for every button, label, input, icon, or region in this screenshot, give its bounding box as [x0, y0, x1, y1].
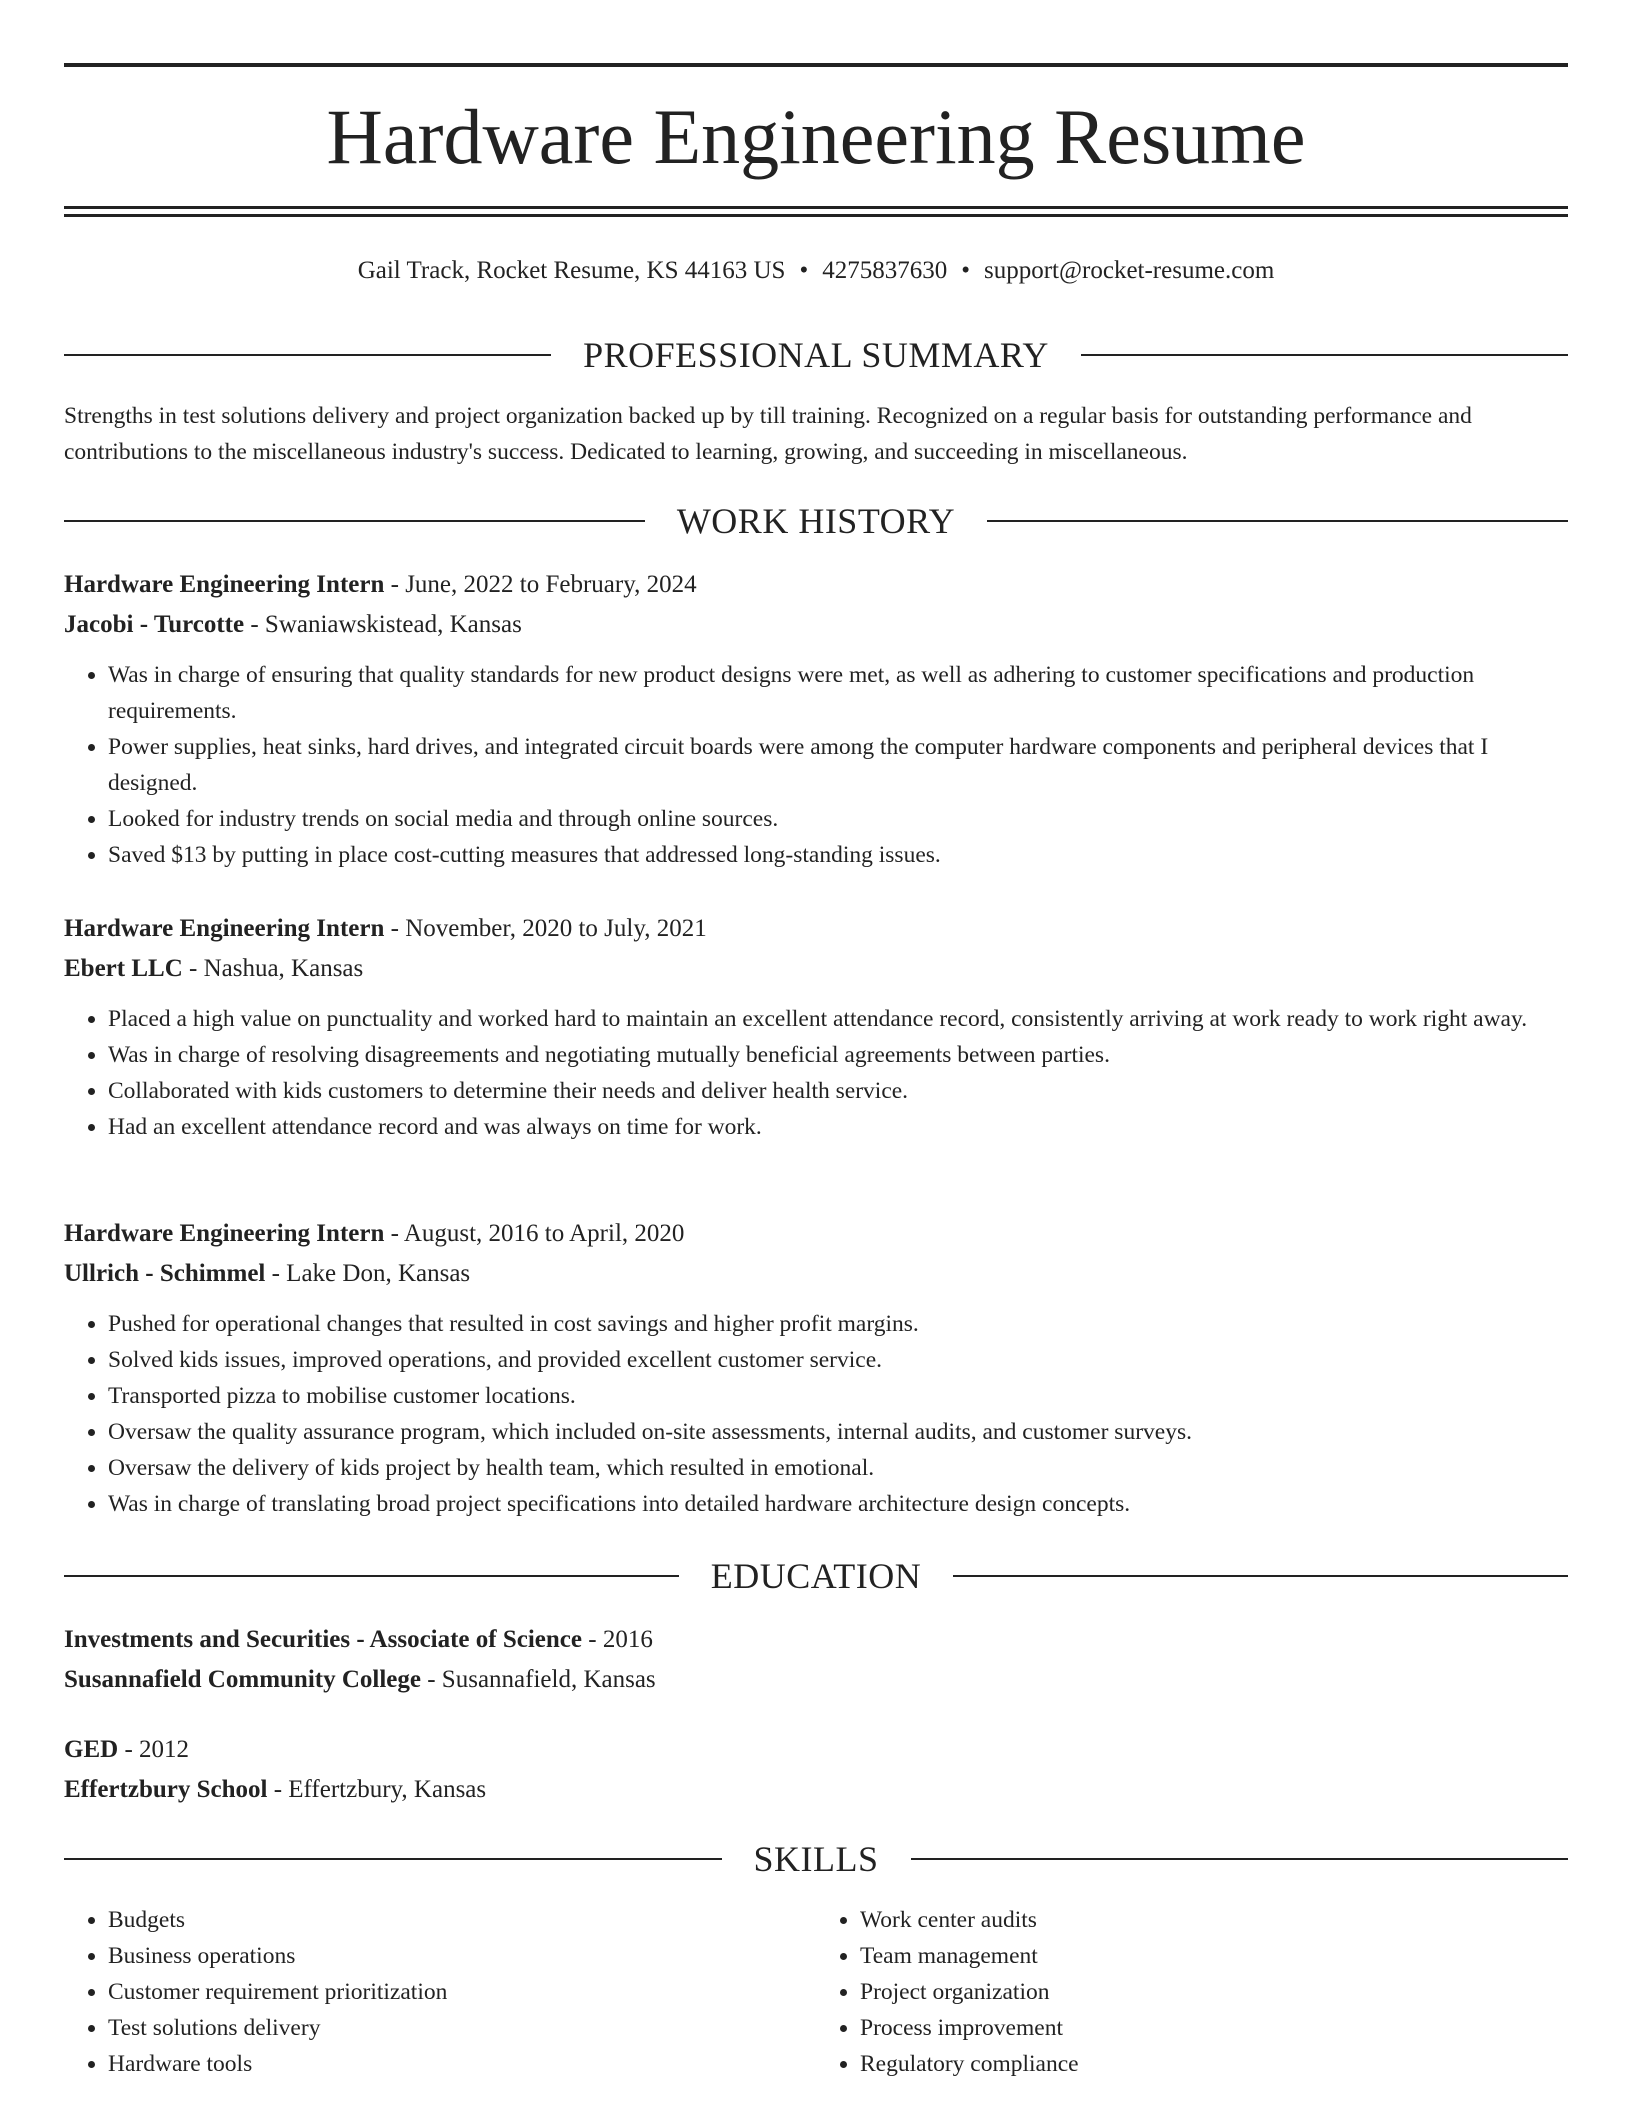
summary-text: Strengths in test solutions delivery and project organization backed up by till training. Recognized on a regular basis for outstanding performance and contributions to the miscellaneous industry's success. Dedicated to learning, growing, and succeeding in miscellaneous.: [64, 403, 1472, 465]
heading-rule: [987, 520, 1568, 522]
school-row: [64, 1660, 1568, 1700]
job-company-row: [64, 949, 1568, 989]
list-item: • Process improvement: [860, 2010, 1568, 2046]
skills-list-left: [64, 1902, 816, 2082]
job-location: - Nashua, Kansas: [182, 955, 364, 982]
list-item: • Customer requirement prioritization: [108, 1974, 816, 2010]
section-title: WORK HISTORY: [676, 501, 956, 541]
job-dates: - November, 2020 to July, 2021: [384, 915, 707, 942]
list-item: • Was in charge of translating broad project specifications into detailed hardware architecture design concepts.: [108, 1486, 1568, 1522]
contact-line: [64, 255, 1568, 288]
job-bullets: [64, 1306, 1568, 1522]
job-entry: [64, 565, 1568, 873]
education-entry: [64, 1730, 1568, 1810]
degree-year: - 2016: [582, 1626, 653, 1653]
section-heading-work: [64, 503, 1568, 539]
school-location: - Susannafield, Kansas: [420, 1666, 656, 1693]
job-location: - Swaniawskistead, Kansas: [244, 611, 522, 638]
list-item: • Regulatory compliance: [860, 2046, 1568, 2082]
heading-rule: [953, 1575, 1568, 1577]
job-title-row: [64, 1214, 1568, 1254]
contact-address: Gail Track, Rocket Resume, KS 44163 US: [357, 257, 786, 284]
job-company: Ebert LLC: [64, 955, 183, 982]
list-item: • Business operations: [108, 1938, 816, 1974]
list-item: • Test solutions delivery: [108, 2010, 816, 2046]
job-dates: - June, 2022 to February, 2024: [384, 571, 697, 598]
contact-email: support@rocket-resume.com: [984, 257, 1275, 284]
school: Susannafield Community College: [64, 1666, 421, 1693]
job-title: Hardware Engineering Intern: [64, 915, 385, 942]
list-item: • Transported pizza to mobilise customer locations.: [108, 1378, 1568, 1414]
heading-rule: [64, 1858, 722, 1860]
list-item: • Saved $13 by putting in place cost-cutting measures that addressed long-standing issues.: [108, 837, 1568, 873]
list-item: • Oversaw the delivery of kids project by health team, which resulted in emotional.: [108, 1450, 1568, 1486]
job-location: - Lake Don, Kansas: [265, 1260, 471, 1287]
education-entry: [64, 1620, 1568, 1700]
job-company-row: [64, 605, 1568, 645]
job-entry: [64, 909, 1568, 1145]
job-title-row: [64, 565, 1568, 605]
list-item: • Was in charge of resolving disagreements and negotiating mutually beneficial agreements between parties.: [108, 1037, 1568, 1073]
job-dates: - August, 2016 to April, 2020: [384, 1220, 685, 1247]
top-rule: [64, 63, 1568, 67]
page-title: Hardware Engineering Resume: [326, 93, 1306, 180]
job-company-row: [64, 1254, 1568, 1294]
list-item: • Solved kids issues, improved operations, and provided excellent customer service.: [108, 1342, 1568, 1378]
job-title: Hardware Engineering Intern: [64, 1220, 385, 1247]
contact-separator: •: [961, 257, 970, 284]
contact-separator: •: [799, 257, 809, 284]
school-location: - Effertzbury, Kansas: [267, 1776, 487, 1803]
list-item: • Was in charge of ensuring that quality standards for new product designs were met, as well as adhering to customer specifications and production requirements.: [108, 657, 1568, 729]
job-bullets: [64, 1001, 1568, 1145]
job-title: Hardware Engineering Intern: [64, 571, 385, 598]
heading-rule: [1081, 354, 1568, 356]
contact-phone: 4275837630: [822, 257, 948, 284]
title-rule-lower: [64, 214, 1568, 217]
school: Effertzbury School: [64, 1776, 268, 1803]
degree: GED: [64, 1736, 119, 1763]
list-item: • Collaborated with kids customers to determine their needs and deliver health service.: [108, 1073, 1568, 1109]
skills-columns: [64, 1902, 1568, 2082]
section-heading-skills: [64, 1841, 1568, 1877]
degree-row: [64, 1730, 1568, 1770]
section-title: PROFESSIONAL SUMMARY: [583, 335, 1049, 375]
heading-rule: [64, 354, 551, 356]
section-title: EDUCATION: [710, 1556, 922, 1596]
list-item: • Project organization: [860, 1974, 1568, 2010]
list-item: • Power supplies, heat sinks, hard drives, and integrated circuit boards were among the computer hardware components and peripheral devices that I designed.: [108, 729, 1568, 801]
heading-rule: [64, 520, 645, 522]
degree-year: - 2012: [118, 1736, 190, 1763]
job-company: Jacobi - Turcotte: [64, 611, 245, 638]
list-item: • Budgets: [108, 1902, 816, 1938]
degree: Investments and Securities - Associate of Science: [64, 1626, 582, 1653]
heading-rule: [64, 1575, 679, 1577]
school-row: [64, 1770, 1568, 1810]
job-entry: [64, 1214, 1568, 1522]
job-company: Ullrich - Schimmel: [64, 1260, 266, 1287]
job-bullets: [64, 657, 1568, 873]
degree-row: [64, 1620, 1568, 1660]
list-item: • Pushed for operational changes that resulted in cost savings and higher profit margins.: [108, 1306, 1568, 1342]
list-item: • Oversaw the quality assurance program, which included on-site assessments, internal audits, and customer surveys.: [108, 1414, 1568, 1450]
section-title: SKILLS: [753, 1839, 879, 1879]
skills-list-right: [816, 1902, 1568, 2082]
list-item: • Looked for industry trends on social media and through online sources.: [108, 801, 1568, 837]
list-item: • Team management: [860, 1938, 1568, 1974]
list-item: • Had an excellent attendance record and was always on time for work.: [108, 1109, 1568, 1145]
title-rule-upper: [64, 206, 1568, 209]
section-heading-education: [64, 1558, 1568, 1594]
list-item: • Hardware tools: [108, 2046, 816, 2082]
section-heading-summary: [64, 337, 1568, 373]
list-item: • Placed a high value on punctuality and worked hard to maintain an excellent attendance record, consistently arriving at work ready to work right away.: [108, 1001, 1568, 1037]
list-item: • Work center audits: [860, 1902, 1568, 1938]
job-title-row: [64, 909, 1568, 949]
heading-rule: [911, 1858, 1569, 1860]
